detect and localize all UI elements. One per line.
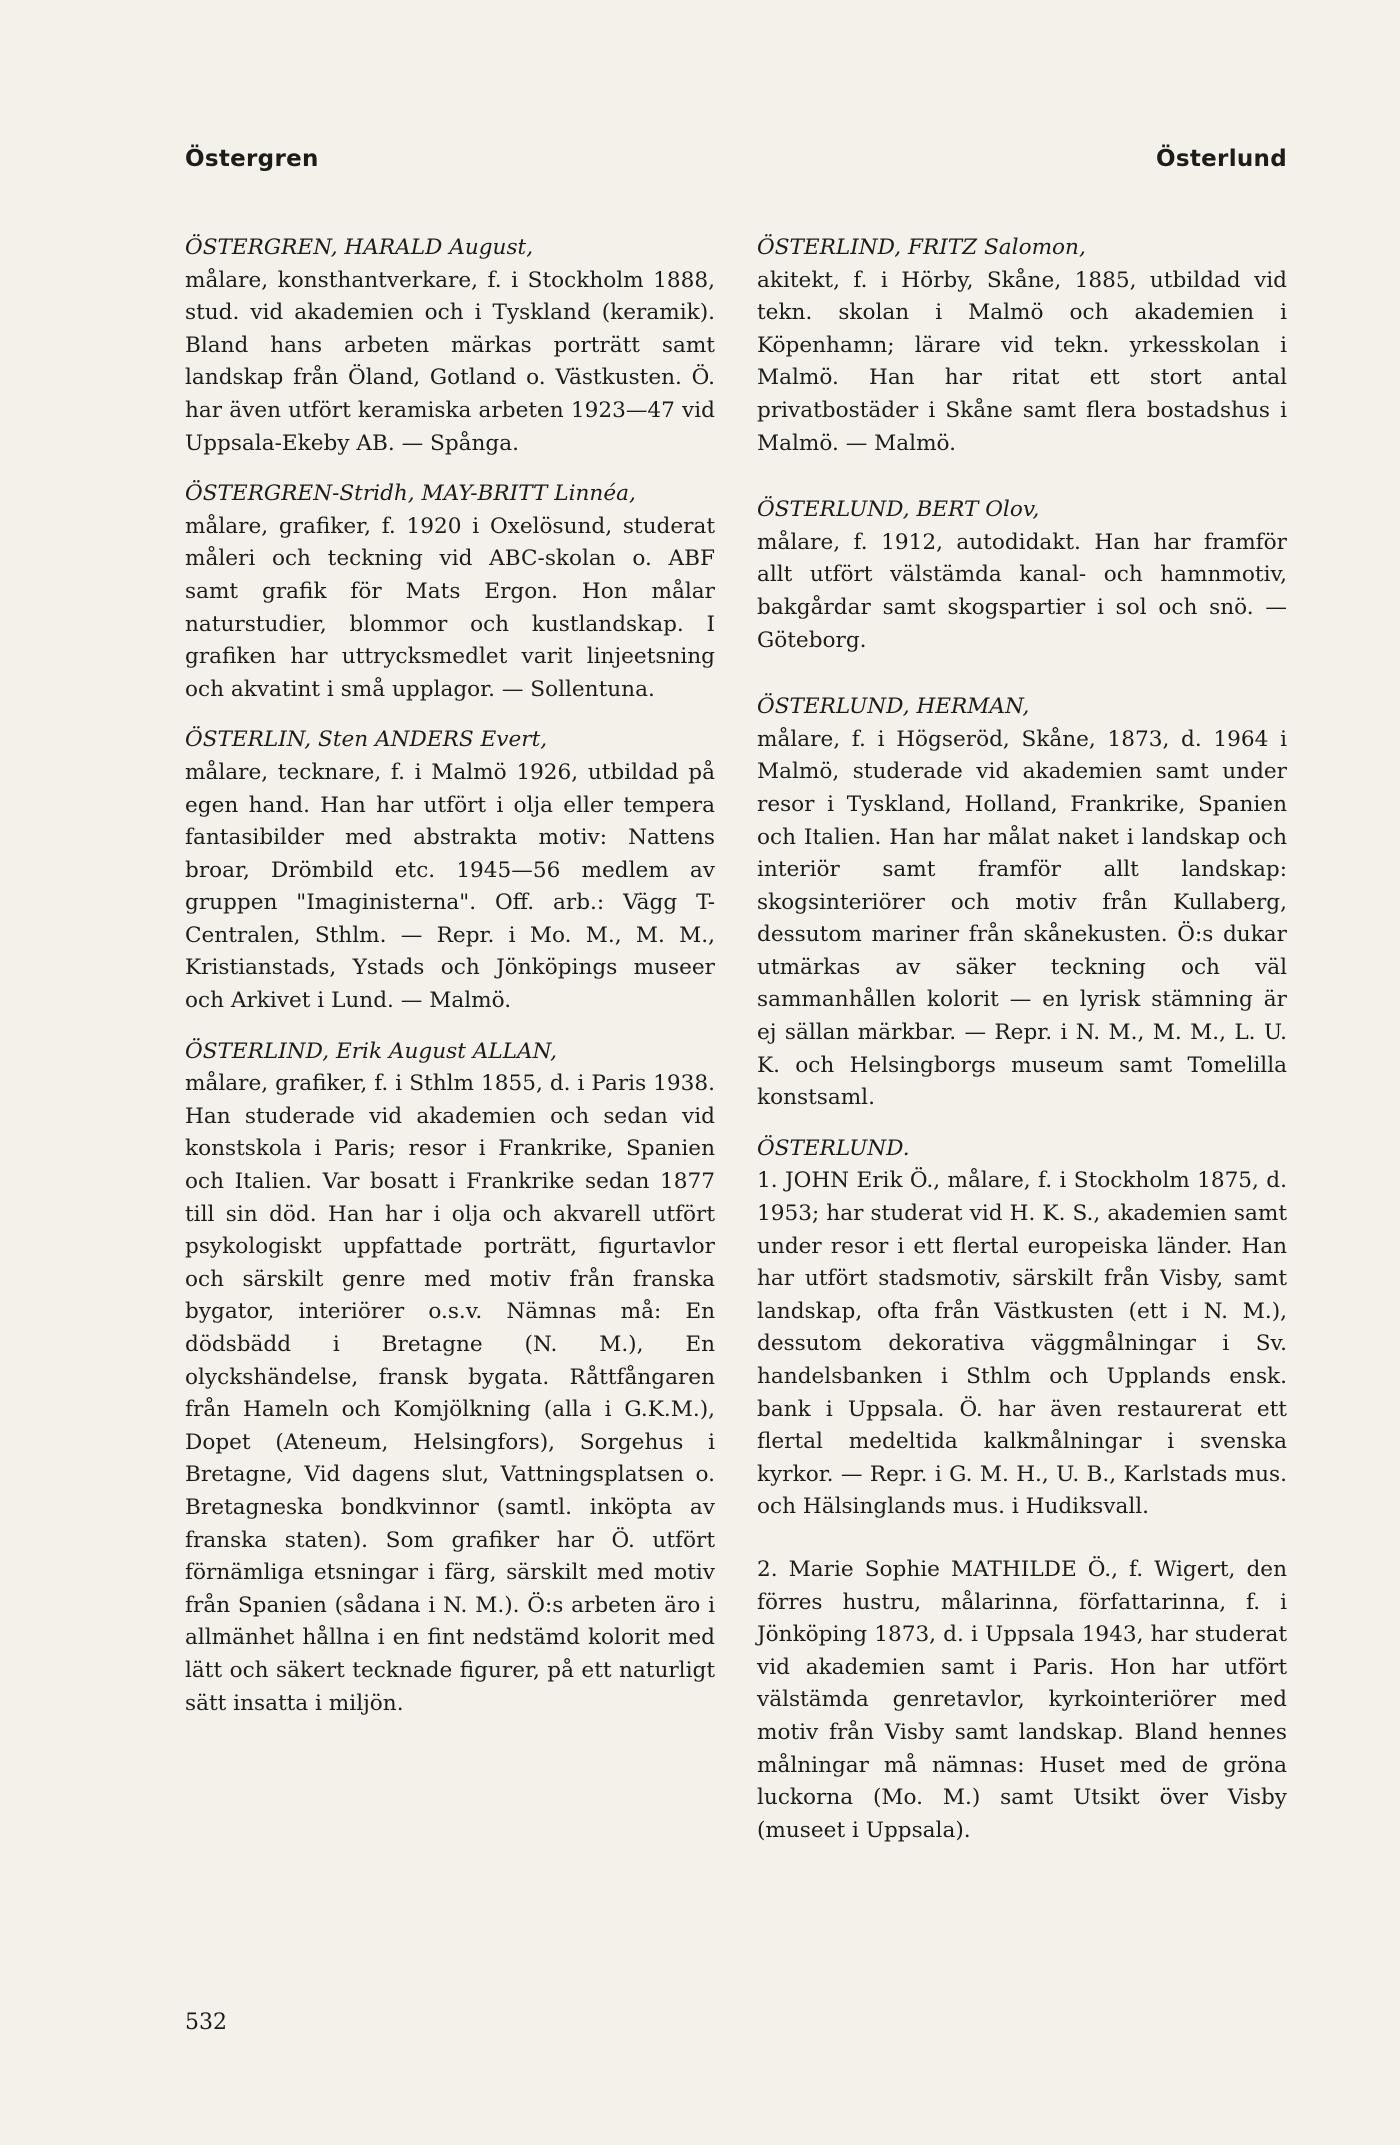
entry-text: målare, grafiker, f. 1920 i Oxelösund, studerat måleri och teckning vid ABC-skolan o. ABF samt grafik för Mats Ergon. Hon målar naturstudier, blommor och kustlandskap. I grafiken har uttrycksmedlet varit linjeetsning och akvatint i små upplagor. — Sollentuna. (185, 513, 715, 702)
entry-name: ÖSTERLIND, FRITZ Salomon, (757, 235, 1086, 260)
entry-osterlund-mathilde (757, 1554, 1287, 1847)
entry-osterlund-family (757, 1133, 1287, 1166)
entry-osterlund-john (757, 1165, 1287, 1524)
entry-name: 2. Marie Sophie MATHILDE Ö., f. Wigert, (757, 1556, 1236, 1582)
entry-osterlin-anders (185, 724, 715, 1017)
entry-name: ÖSTERLIND, Erik August ALLAN, (185, 1038, 557, 1064)
left-column (185, 232, 715, 1738)
entry-name: ÖSTERGREN, HARALD August, (185, 235, 534, 260)
entry-text: målare, tecknare, f. i Malmö 1926, utbildad på egen hand. Han har utfört i olja eller tempera fantasibilder med abstrakta motiv: Nattens broar, Drömbild etc. 1945—56 medlem av gruppen "Imaginisterna". Off. arb.: Vägg T-Centralen, Sthlm. — Repr. i Mo. M., M. M., Kristianstads, Ystads och Jönköpings museer och Arkivet i Lund. — Malmö. (185, 759, 715, 1014)
entry-osterlind-allan (185, 1036, 715, 1720)
entry-name: ÖSTERLUND, HERMAN, (757, 694, 1030, 720)
entry-osterlund-herman (757, 691, 1287, 1115)
running-head-left: Östergren (185, 146, 319, 172)
entry-name: ÖSTERLUND, BERT Olov, (757, 497, 1040, 523)
entry-text: akitekt, f. i Hörby, Skåne, 1885, utbildad vid tekn. skolan i Malmö och akademien i Köpenhamn; lärare vid tekn. yrkesskolan i Malmö. Han har ritat ett stort antal privatbostäder i Skåne samt flera bostadshus i Malmö. — Malmö. (757, 267, 1287, 456)
entry-osterlund-bert (757, 494, 1287, 657)
entry-name: ÖSTERLIN, Sten ANDERS Evert, (185, 727, 548, 753)
right-column (757, 232, 1287, 1877)
page-number: 532 (185, 2010, 227, 2035)
entry-text: målare, f. i Högseröd, Skåne, 1873, d. 1964 i Malmö, studerade vid akademien samt under resor i Tyskland, Holland, Frankrike, Spanien och Italien. Han har målat naket i landskap och interiör samt framför allt landskap: skogsinteriörer och motiv från Kullaberg, dessutom mariner från skånekusten. Ö:s dukar utmärkas av säker teckning och väl sammanhållen kolorit — en lyrisk stämning är ej sällan märkbar. — Repr. i N. M., M. M., L. U. K. och Helsingborgs museum samt Tomelilla konstsaml. (757, 726, 1287, 1111)
entry-text: målare, f. 1912, autodidakt. Han har framför allt utfört välstämda kanal- och hamnmotiv, bakgårdar samt skogspartier i sol och snö. — Göteborg. (757, 529, 1287, 653)
entry-osterlind-fritz (757, 232, 1287, 460)
running-head-right: Österlund (1156, 146, 1287, 172)
entry-text: målare, konsthantverkare, f. i Stockholm 1888, stud. vid akademien och i Tyskland (keramik). Bland hans arbeten märkas porträtt samt landskap från Öland, Gotland o. Västkusten. Ö. har även utfört keramiska arbeten 1923—47 vid Uppsala-Ekeby AB. — Spånga. (185, 267, 715, 456)
entry-ostergren-stridh (185, 478, 715, 706)
entry-text: målare, grafiker, f. i Sthlm 1855, d. i Paris 1938. Han studerade vid akademien och sedan vid konstskola i Paris; resor i Frankrike, Spanien och Italien. Var bosatt i Frankrike sedan 1877 till sin död. Han har i olja och akvarell utfört psykologiskt uppfattade porträtt, figurtavlor och särskilt genre med motiv från franska bygator, interiörer o.s.v. Nämnas må: En dödsbädd i Bretagne (N. M.), En olyckshändelse, fransk bygata. Råttfångaren från Hameln och Komjölkning (alla i G.K.M.), Dopet (Ateneum, Helsingfors), Sorgehus i Bretagne, Vid dagens slut, Vattningsplatsen o. Bretagneska bondkvinnor (samtl. inköpta av franska staten). Som grafiker har Ö. utfört förnämliga etsningar i färg, särskilt med motiv från Spanien (sådana i N. M.). Ö:s arbeten äro i allmänhet hållna i en fint nedstämd kolorit med lätt och säkert tecknade figurer, på ett naturligt sätt insatta i miljön. (185, 1071, 715, 1716)
entry-text: målare, f. i Stockholm 1875, d. 1953; har studerat vid H. K. S., akademien samt under resor i ett flertal europeiska länder. Han har utfört stadsmotiv, särskilt från Visby, samt landskap, ofta från Västkusten (ett i N. M.), dessutom dekorativa väggmålningar i Sv. handelsbanken i Sthlm och Upplands ensk. bank i Uppsala. Ö. har även restaurerat ett flertal medeltida kalkmålningar i svenska kyrkor. — Repr. i G. M. H., U. B., Karlstads mus. och Hälsinglands mus. i Hudiksvall. (757, 1168, 1287, 1520)
entry-text: den förres hustru, målarinna, författarinna, f. i Jönköping 1873, d. i Uppsala 1943, har studerat vid akademien samt i Paris. Hon har utfört välstämda genretavlor, kyrkointeriörer med motiv från Visby samt landskap. Bland hennes målningar må nämnas: Huset med de gröna luckorna (Mo. M.) samt Utsikt över Visby (museet i Uppsala). (757, 1556, 1287, 1843)
entry-name: 1. JOHN Erik Ö., (757, 1168, 941, 1194)
entry-name: ÖSTERLUND. (757, 1135, 910, 1161)
entry-ostergren-harald (185, 232, 715, 460)
entry-name: ÖSTERGREN-Stridh, MAY-BRITT Linnéa, (185, 481, 636, 507)
